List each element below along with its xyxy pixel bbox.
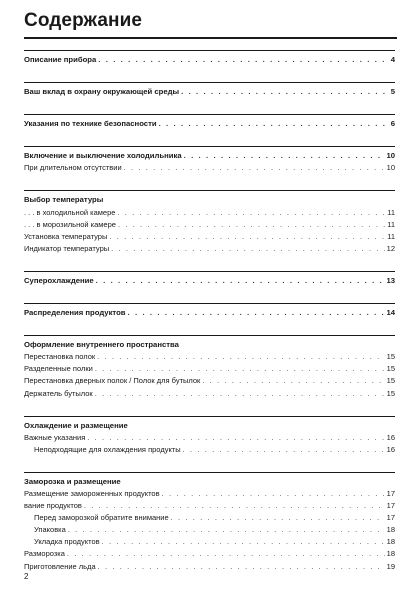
- section-heading-text: Выбор температуры: [24, 195, 104, 205]
- dot-leader: [184, 150, 385, 162]
- toc-entry[interactable]: [24, 54, 395, 66]
- dot-leader: [96, 275, 385, 287]
- section-heading-text: Оформление внутреннего пространства: [24, 340, 179, 350]
- toc-entry[interactable]: [24, 512, 395, 524]
- toc-entry-label: Указания по технике безопасности: [24, 119, 157, 129]
- toc-entry[interactable]: [24, 207, 395, 219]
- dot-leader: [181, 86, 385, 98]
- toc-entry[interactable]: [24, 375, 395, 387]
- toc-entry-label: Перед заморозкой обратите внимание: [34, 513, 169, 523]
- toc-entry-page: 15: [386, 388, 395, 398]
- toc-entry-label: Перестановка дверных полок / Полок для бутылок: [24, 376, 201, 386]
- toc-entry[interactable]: [24, 162, 395, 174]
- toc-entry-label: Неподходящие для охлаждения продукты: [34, 444, 181, 454]
- page-title: Содержание: [24, 10, 143, 31]
- toc-entry[interactable]: [24, 351, 395, 363]
- toc-entry-label: Укладка продуктов: [34, 537, 100, 547]
- toc-entry[interactable]: [24, 243, 395, 255]
- toc-entry-page: 16: [386, 444, 395, 454]
- toc-entry-label: Упаковка: [34, 525, 66, 535]
- dot-leader: [162, 488, 385, 500]
- toc-entry-label: Размещение замороженных продуктов: [24, 488, 160, 498]
- toc-entry[interactable]: [24, 432, 395, 444]
- toc-entry-page: 18: [386, 537, 395, 547]
- toc-entry-page: 18: [386, 549, 395, 559]
- toc-entry-page: 5: [390, 87, 395, 97]
- toc-entry[interactable]: [24, 444, 395, 456]
- toc-entry-label: Описание прибора: [24, 55, 97, 64]
- toc-entry-page: 10: [386, 163, 395, 173]
- toc-entry-page: 18: [386, 525, 395, 535]
- toc-entry-page: 15: [386, 364, 395, 374]
- section-rule: [24, 472, 395, 473]
- toc-entry-page: 17: [386, 513, 395, 523]
- toc-entry[interactable]: [24, 86, 395, 98]
- toc-section: [24, 146, 395, 174]
- toc-entry-page: 16: [386, 432, 395, 442]
- dot-leader: [67, 548, 385, 560]
- toc-entry[interactable]: [24, 307, 395, 319]
- toc-entry-page: 11: [387, 219, 395, 229]
- toc-section: [24, 303, 395, 319]
- toc-entry-label: Приготовление льда: [24, 561, 96, 571]
- toc-entry-page: 11: [387, 207, 395, 217]
- section-rule: [24, 146, 395, 147]
- toc-entry-label: Распределения продуктов: [24, 308, 126, 318]
- toc-entry[interactable]: [24, 388, 395, 400]
- toc-entry-page: 14: [386, 308, 395, 318]
- toc-entry[interactable]: [24, 363, 395, 375]
- section-heading-text: Заморозка и размещение: [24, 476, 121, 486]
- toc-entry-page: 15: [386, 352, 395, 362]
- toc-entry-page: 17: [386, 501, 395, 511]
- section-rule: [24, 303, 395, 304]
- table-of-contents: [24, 50, 395, 573]
- toc-section-heading: [24, 420, 395, 432]
- dot-leader: [84, 500, 385, 512]
- dot-leader: [159, 118, 385, 130]
- toc-entry-label: . . . в морозильной камере: [24, 219, 116, 229]
- toc-entry-label: . . . в холодильной камере: [24, 207, 116, 217]
- toc-section-heading: [24, 476, 395, 488]
- dot-leader: [95, 388, 385, 400]
- dot-leader: [118, 219, 385, 231]
- toc-entry-label: Установка температуры: [24, 231, 108, 241]
- dot-leader: [98, 54, 385, 66]
- toc-entry-label: Разморозка: [24, 549, 65, 559]
- toc-section: [24, 82, 395, 98]
- section-rule: [24, 114, 395, 115]
- toc-entry[interactable]: [24, 219, 395, 231]
- section-rule: [24, 190, 395, 191]
- toc-entry[interactable]: [24, 231, 395, 243]
- toc-entry-page: 19: [386, 561, 395, 571]
- page-number: 2: [24, 572, 29, 581]
- toc-entry-page: 6: [390, 119, 395, 129]
- section-rule: [24, 50, 395, 51]
- section-rule: [24, 271, 395, 272]
- dot-leader: [97, 351, 385, 363]
- title-rule: [24, 37, 397, 39]
- toc-section: [24, 190, 395, 254]
- toc-section: [24, 335, 395, 399]
- toc-entry-page: 15: [386, 376, 395, 386]
- toc-entry[interactable]: [24, 524, 395, 536]
- toc-entry[interactable]: [24, 536, 395, 548]
- toc-entry-label: При длительном отсутствии: [24, 163, 122, 173]
- toc-entry[interactable]: [24, 275, 395, 287]
- toc-section: [24, 472, 395, 573]
- section-rule: [24, 416, 395, 417]
- section-heading-text: Охлаждение и размещение: [24, 420, 128, 430]
- toc-entry-page: 17: [386, 488, 395, 498]
- toc-entry-label: Важные указания: [24, 432, 86, 442]
- toc-entry[interactable]: [24, 488, 395, 500]
- dot-leader: [111, 243, 384, 255]
- toc-entry-page: 13: [386, 275, 395, 285]
- toc-section: [24, 271, 395, 287]
- toc-entry-label: Индикатор температуры: [24, 243, 110, 253]
- toc-entry[interactable]: [24, 150, 395, 162]
- section-rule: [24, 82, 395, 83]
- toc-entry-label: Разделенные полки: [24, 364, 93, 374]
- toc-entry-label: вание продуктов: [24, 501, 82, 511]
- dot-leader: [98, 561, 385, 573]
- dot-leader: [202, 375, 384, 387]
- toc-section-heading: [24, 194, 395, 206]
- toc-section: [24, 416, 395, 456]
- dot-leader: [87, 432, 384, 444]
- dot-leader: [68, 524, 385, 536]
- toc-entry-page: 12: [386, 243, 395, 253]
- dot-leader: [109, 231, 385, 243]
- toc-entry-label: Перестановка полок: [24, 352, 96, 362]
- toc-entry-page: 10: [386, 151, 395, 161]
- toc-entry[interactable]: [24, 500, 395, 512]
- section-rule: [24, 335, 395, 336]
- dot-leader: [95, 363, 385, 375]
- toc-entry[interactable]: [24, 118, 395, 130]
- dot-leader: [117, 207, 385, 219]
- toc-section: [24, 50, 395, 66]
- toc-section: [24, 114, 395, 130]
- dot-leader: [102, 536, 385, 548]
- dot-leader: [128, 307, 385, 319]
- toc-section-heading: [24, 339, 395, 351]
- toc-entry-label: Включение и выключение холодильника: [24, 151, 182, 161]
- toc-entry-page: 4: [390, 55, 395, 64]
- toc-entry[interactable]: [24, 561, 395, 573]
- toc-entry-label: Держатель бутылок: [24, 388, 93, 398]
- dot-leader: [124, 162, 385, 174]
- toc-entry-label: Ваш вклад в охрану окружающей среды: [24, 87, 180, 97]
- toc-entry-label: Суперохлаждение: [24, 275, 94, 285]
- dot-leader: [171, 512, 385, 524]
- toc-entry-page: 11: [387, 231, 395, 241]
- toc-entry[interactable]: [24, 548, 395, 560]
- dot-leader: [183, 444, 385, 456]
